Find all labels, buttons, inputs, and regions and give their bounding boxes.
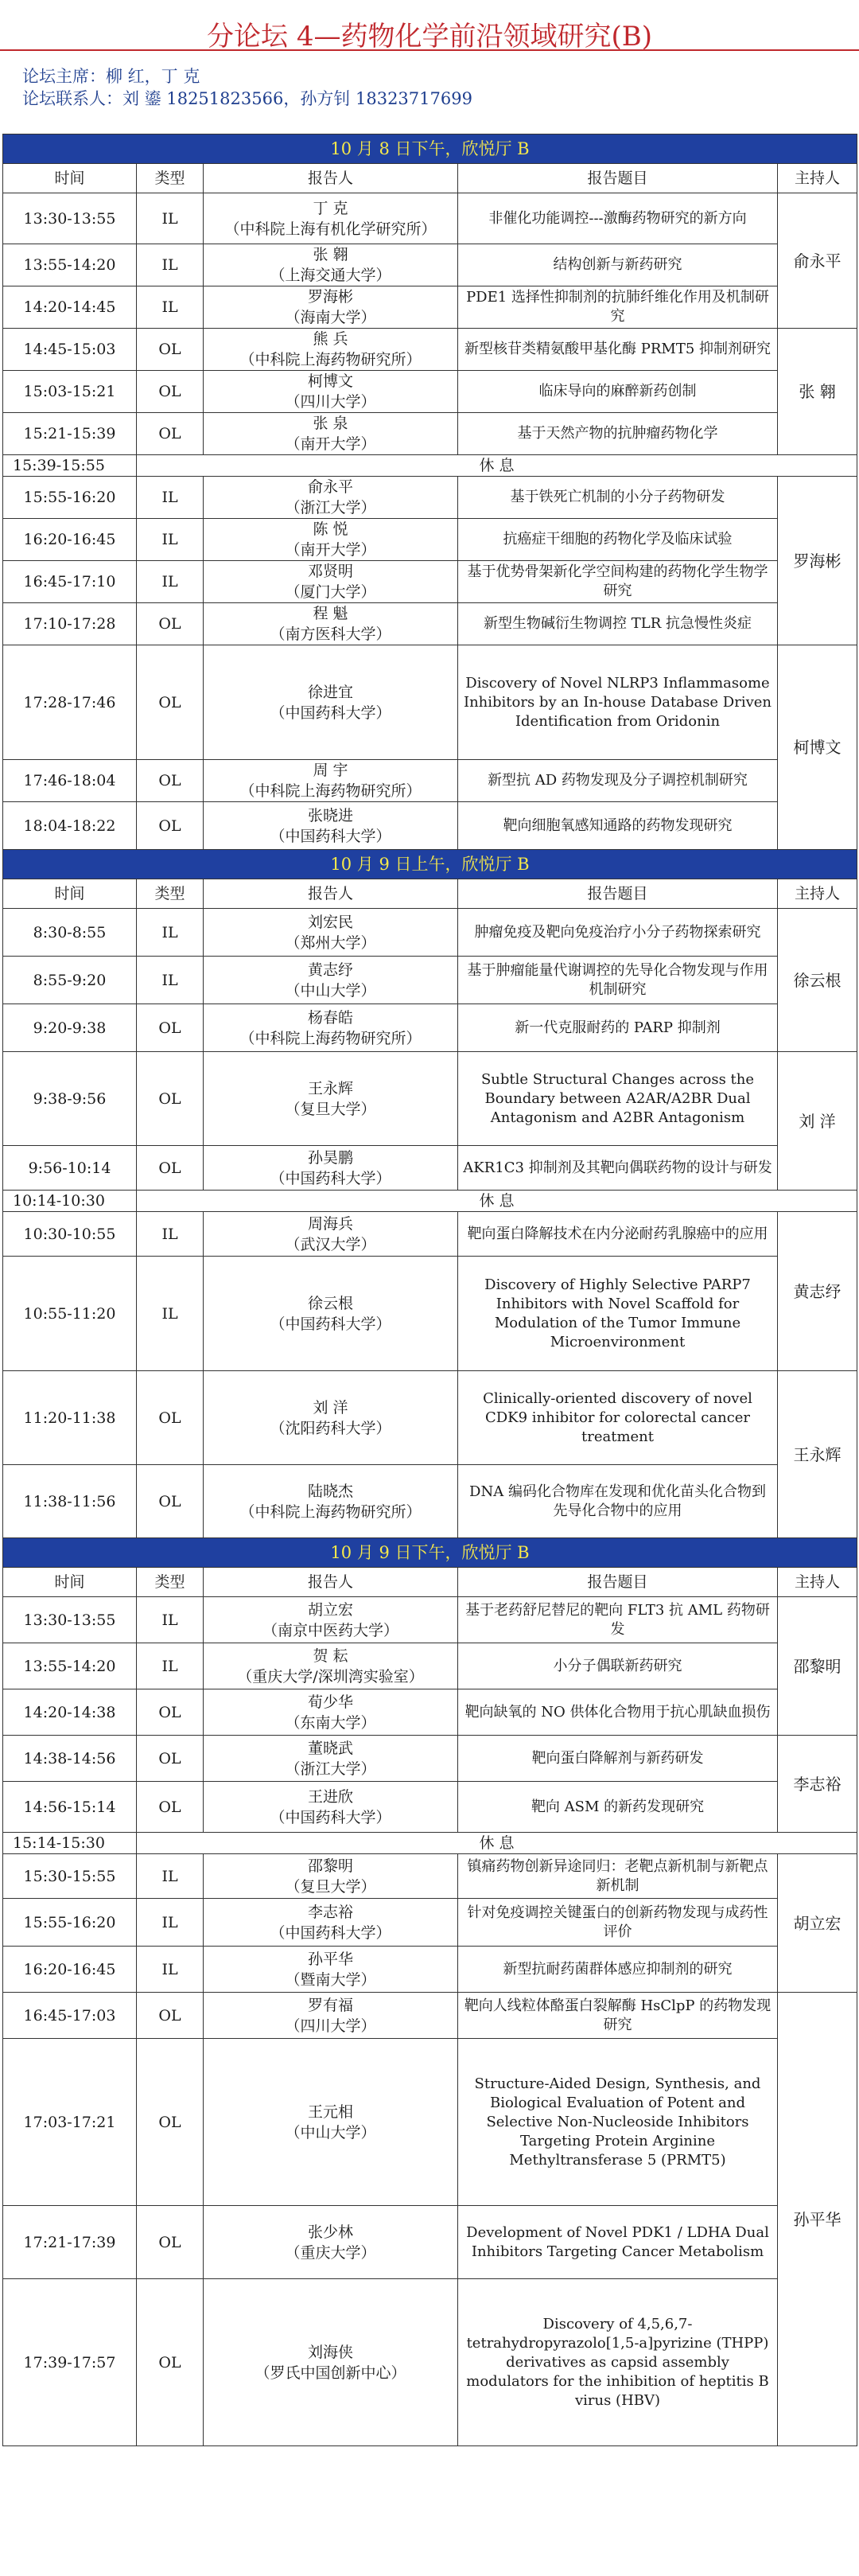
- talk-speaker: [204, 957, 458, 1004]
- speaker-institution: （中国药科大学）: [270, 1923, 391, 1942]
- talk-type: IL: [137, 1257, 204, 1371]
- speaker-name: 丁 克: [313, 199, 348, 217]
- talk-time: 18:04-18:22: [3, 802, 137, 850]
- speaker-institution: （中国药科大学）: [270, 1808, 391, 1826]
- talk-type: IL: [137, 193, 204, 244]
- speaker-institution: （四川大学）: [285, 2017, 376, 2035]
- speaker-institution: （复旦大学）: [285, 1100, 376, 1118]
- table-row: [3, 1257, 857, 1371]
- speaker-institution: （中国药科大学）: [270, 703, 391, 722]
- talk-time: 14:20-14:45: [3, 286, 137, 329]
- table-row: [3, 329, 857, 371]
- talk-topic: 靶向细胞氧感知通路的药物发现研究: [458, 802, 778, 850]
- talk-topic: 针对免疫调控关键蛋白的创新药物发现与成药性评价: [458, 1899, 778, 1947]
- speaker-institution: （中山大学）: [285, 981, 376, 1000]
- speaker-name: 王元相: [307, 2102, 353, 2121]
- speaker-name: 俞永平: [307, 478, 353, 496]
- speaker-institution: （中科院上海药物研究所）: [239, 782, 422, 800]
- header-type: 类型: [137, 879, 204, 909]
- header-topic: 报告题目: [458, 164, 778, 193]
- talk-speaker: [204, 1597, 458, 1643]
- talk-host: 胡立宏: [778, 1854, 857, 1993]
- talk-type: OL: [137, 1782, 204, 1833]
- talk-topic: 临床导向的麻醉新药创制: [458, 371, 778, 413]
- header-speaker: 报告人: [204, 164, 458, 193]
- speaker-name: 罗有福: [307, 1996, 353, 2014]
- talk-time: 15:55-16:20: [3, 477, 137, 519]
- forum-contacts: 论坛联系人：刘 鎏 18251823566，孙方钊 18323717699: [22, 89, 472, 108]
- talk-speaker: [204, 760, 458, 802]
- forum-info: [0, 51, 859, 134]
- session-day-label: 10 月 9 日上午，欣悦厅 B: [3, 850, 857, 879]
- speaker-name: 邓贤明: [307, 563, 353, 580]
- talk-speaker: [204, 329, 458, 371]
- talk-speaker: [204, 909, 458, 957]
- speaker-institution: （浙江大学）: [285, 499, 376, 516]
- talk-time: 17:39-17:57: [3, 2279, 137, 2446]
- talk-topic: Development of Novel PDK1 / LDHA Dual Inhibitors Targeting Cancer Metabolism: [458, 2206, 778, 2279]
- speaker-name: 刘宏民: [307, 913, 353, 931]
- speaker-institution: （武汉大学）: [285, 1235, 376, 1253]
- talk-host: 李志裕: [778, 1736, 857, 1833]
- talk-time: 8:30-8:55: [3, 909, 137, 957]
- talk-host: 黄志纾: [778, 1212, 857, 1371]
- talk-type: OL: [137, 760, 204, 802]
- talk-speaker: [204, 1465, 458, 1538]
- talk-topic: 非催化功能调控---激酶药物研究的新方向: [458, 193, 778, 244]
- talk-speaker: [204, 286, 458, 329]
- speaker-name: 周海兵: [307, 1214, 353, 1233]
- talk-speaker: [204, 477, 458, 519]
- talk-topic: 镇痛药物创新异途同归：老靶点新机制与新靶点新机制: [458, 1854, 778, 1899]
- talk-type: OL: [137, 1371, 204, 1465]
- talk-time: 16:45-17:03: [3, 1993, 137, 2039]
- talk-time: 16:20-16:45: [3, 1947, 137, 1993]
- table-row: [3, 1052, 857, 1146]
- speaker-institution: （中科院上海药物研究所）: [239, 1502, 422, 1521]
- speaker-name: 张晓进: [307, 806, 353, 824]
- header-speaker: 报告人: [204, 1568, 458, 1597]
- speaker-institution: （重庆大学/深圳湾实验室）: [237, 1667, 424, 1686]
- talk-topic: 小分子偶联新药研究: [458, 1643, 778, 1689]
- talk-time: 16:45-17:10: [3, 561, 137, 603]
- talk-type: OL: [137, 1465, 204, 1538]
- talk-type: OL: [137, 2279, 204, 2446]
- talk-time: 17:21-17:39: [3, 2206, 137, 2279]
- talk-speaker: [204, 1899, 458, 1947]
- session-day-header: [3, 134, 857, 164]
- talk-type: OL: [137, 1052, 204, 1146]
- talk-time: 15:03-15:21: [3, 371, 137, 413]
- speaker-name: 贺 耘: [313, 1647, 348, 1665]
- talk-type: IL: [137, 286, 204, 329]
- break-label: 休 息: [137, 1833, 857, 1854]
- talk-type: IL: [137, 519, 204, 561]
- session-day-label: 10 月 9 日下午，欣悦厅 B: [3, 1538, 857, 1568]
- header-host: 主持人: [778, 164, 857, 193]
- talk-speaker: [204, 802, 458, 850]
- speaker-name: 黄志纾: [307, 961, 353, 979]
- table-row: [3, 413, 857, 455]
- speaker-name: 王进欣: [307, 1787, 353, 1806]
- table-row: [3, 519, 857, 561]
- talk-speaker: [204, 519, 458, 561]
- talk-type: OL: [137, 371, 204, 413]
- table-row: [3, 1643, 857, 1689]
- header-type: 类型: [137, 1568, 204, 1597]
- talk-speaker: [204, 1371, 458, 1465]
- talk-topic: 结构创新与新药研究: [458, 244, 778, 286]
- talk-topic: 新型抗耐药菌群体感应抑制剂的研究: [458, 1947, 778, 1993]
- talk-speaker: [204, 1212, 458, 1257]
- talk-speaker: [204, 2039, 458, 2206]
- speaker-institution: （海南大学）: [285, 309, 376, 326]
- talk-speaker: [204, 1782, 458, 1833]
- speaker-name: 刘 洋: [313, 1398, 348, 1417]
- header-topic: 报告题目: [458, 1568, 778, 1597]
- header-time: 时间: [3, 879, 137, 909]
- speaker-name: 陆晓杰: [307, 1482, 353, 1500]
- speaker-name: 荀少华: [307, 1693, 353, 1711]
- speaker-institution: （东南大学）: [285, 1713, 376, 1732]
- table-row: [3, 909, 857, 957]
- speaker-institution: （中科院上海药物研究所）: [239, 351, 422, 368]
- talk-topic: 新型核苷类精氨酸甲基化酶 PRMT5 抑制剂研究: [458, 329, 778, 371]
- talk-time: 14:56-15:14: [3, 1782, 137, 1833]
- speaker-name: 徐进宜: [307, 683, 353, 701]
- speaker-name: 柯博文: [307, 372, 353, 390]
- table-row: [3, 760, 857, 802]
- talk-time: 15:21-15:39: [3, 413, 137, 455]
- talk-type: IL: [137, 1212, 204, 1257]
- talk-type: OL: [137, 802, 204, 850]
- talk-type: IL: [137, 1899, 204, 1947]
- speaker-name: 熊 兵: [313, 330, 348, 348]
- talk-time: 10:30-10:55: [3, 1212, 137, 1257]
- talk-speaker: [204, 1643, 458, 1689]
- table-row: [3, 2206, 857, 2279]
- talk-topic: 基于肿瘤能量代谢调控的先导化合物发现与作用机制研究: [458, 957, 778, 1004]
- speaker-name: 孙昊鹏: [307, 1148, 353, 1167]
- talk-speaker: [204, 1146, 458, 1191]
- speaker-institution: （中科院上海有机化学研究所）: [224, 220, 437, 238]
- talk-topic: 基于天然产物的抗肿瘤药物化学: [458, 413, 778, 455]
- speaker-institution: （上海交通大学）: [270, 267, 391, 284]
- talk-host: 王永辉: [778, 1371, 857, 1538]
- talk-topic: 新型生物碱衍生物调控 TLR 抗急慢性炎症: [458, 603, 778, 645]
- talk-host: 邵黎明: [778, 1597, 857, 1736]
- speaker-institution: （暨南大学）: [285, 1970, 376, 1989]
- talk-type: IL: [137, 244, 204, 286]
- speaker-institution: （中国药科大学）: [270, 1315, 391, 1333]
- talk-type: OL: [137, 2039, 204, 2206]
- talk-time: 16:20-16:45: [3, 519, 137, 561]
- talk-topic: Discovery of Novel NLRP3 Inflammasome Inhibitors by an In-house Database Driven Identification from Oridonin: [458, 645, 778, 760]
- table-row: [3, 477, 857, 519]
- talk-speaker: [204, 1736, 458, 1782]
- talk-speaker: [204, 193, 458, 244]
- talk-topic: 靶向 ASM 的新药发现研究: [458, 1782, 778, 1833]
- talk-topic: AKR1C3 抑制剂及其靶向偶联药物的设计与研发: [458, 1146, 778, 1191]
- talk-time: 13:55-14:20: [3, 244, 137, 286]
- talk-type: OL: [137, 1146, 204, 1191]
- speaker-name: 李志裕: [307, 1903, 353, 1921]
- speaker-name: 邵黎明: [307, 1857, 353, 1875]
- speaker-name: 刘海侠: [307, 2343, 353, 2361]
- speaker-institution: （南方医科大学）: [270, 625, 391, 643]
- talk-time: 9:20-9:38: [3, 1004, 137, 1052]
- talk-speaker: [204, 1004, 458, 1052]
- table-row: [3, 193, 857, 244]
- table-row: [3, 645, 857, 760]
- talk-type: OL: [137, 413, 204, 455]
- speaker-name: 孙平华: [307, 1950, 353, 1968]
- speaker-name: 胡立宏: [307, 1600, 353, 1619]
- talk-time: 14:45-15:03: [3, 329, 137, 371]
- speaker-name: 张 泉: [313, 415, 348, 432]
- speaker-name: 王永辉: [307, 1079, 353, 1097]
- talk-time: 15:55-16:20: [3, 1899, 137, 1947]
- header-host: 主持人: [778, 1568, 857, 1597]
- table-row: [3, 561, 857, 603]
- talk-type: OL: [137, 603, 204, 645]
- speaker-institution: （中科院上海药物研究所）: [239, 1029, 422, 1047]
- table-row: [3, 1736, 857, 1782]
- talk-host: 俞永平: [778, 193, 857, 329]
- schedule-table: [2, 134, 857, 2446]
- talk-topic: 肿瘤免疫及靶向免疫治疗小分子药物探索研究: [458, 909, 778, 957]
- speaker-institution: （重庆大学）: [285, 2243, 376, 2262]
- table-row: [3, 1993, 857, 2039]
- talk-host: 张 翱: [778, 329, 857, 455]
- talk-type: OL: [137, 1689, 204, 1736]
- header-host: 主持人: [778, 879, 857, 909]
- table-row: [3, 1146, 857, 1191]
- table-row: [3, 802, 857, 850]
- talk-time: 15:30-15:55: [3, 1854, 137, 1899]
- talk-type: IL: [137, 909, 204, 957]
- talk-time: 17:46-18:04: [3, 760, 137, 802]
- talk-time: 17:03-17:21: [3, 2039, 137, 2206]
- table-row: [3, 286, 857, 329]
- header-type: 类型: [137, 164, 204, 193]
- table-row: [3, 1212, 857, 1257]
- talk-host: 徐云根: [778, 909, 857, 1052]
- table-row: [3, 1004, 857, 1052]
- header-speaker: 报告人: [204, 879, 458, 909]
- break-time: 15:14-15:30: [3, 1833, 137, 1854]
- speaker-institution: （四川大学）: [285, 393, 376, 411]
- break-label: 休 息: [137, 1191, 857, 1212]
- column-header-row: [3, 1568, 857, 1597]
- talk-topic: 基于老药舒尼替尼的靶向 FLT3 抗 AML 药物研发: [458, 1597, 778, 1643]
- talk-type: IL: [137, 957, 204, 1004]
- talk-type: OL: [137, 1993, 204, 2039]
- session-day-header: [3, 850, 857, 879]
- speaker-name: 徐云根: [307, 1294, 353, 1312]
- talk-type: OL: [137, 2206, 204, 2279]
- talk-speaker: [204, 2206, 458, 2279]
- speaker-name: 杨春皓: [307, 1008, 353, 1027]
- speaker-institution: （厦门大学）: [285, 583, 376, 601]
- session-day-header: [3, 1538, 857, 1568]
- talk-topic: Clinically-oriented discovery of novel CDK9 inhibitor for colorectal cancer treatment: [458, 1371, 778, 1465]
- talk-topic: Discovery of Highly Selective PARP7 Inhibitors with Novel Scaffold for Modulation of the Tumor Immune Microenvironment: [458, 1257, 778, 1371]
- talk-host: 罗海彬: [778, 477, 857, 645]
- table-row: [3, 244, 857, 286]
- talk-topic: 基于铁死亡机制的小分子药物研发: [458, 477, 778, 519]
- talk-time: 8:55-9:20: [3, 957, 137, 1004]
- column-header-row: [3, 164, 857, 193]
- talk-topic: PDE1 选择性抑制剂的抗肺纤维化作用及机制研究: [458, 286, 778, 329]
- talk-type: OL: [137, 1004, 204, 1052]
- table-row: [3, 2279, 857, 2446]
- talk-speaker: [204, 1052, 458, 1146]
- column-header-row: [3, 879, 857, 909]
- table-row: [3, 1782, 857, 1833]
- speaker-name: 程 魁: [313, 605, 348, 622]
- speaker-institution: （罗氏中国创新中心）: [255, 2364, 406, 2382]
- talk-type: OL: [137, 329, 204, 371]
- header-time: 时间: [3, 1568, 137, 1597]
- table-row: [3, 1947, 857, 1993]
- talk-topic: Subtle Structural Changes across the Boundary between A2AR/A2BR Dual Antagonism and A2BR Antagonism: [458, 1052, 778, 1146]
- speaker-name: 罗海彬: [307, 288, 353, 306]
- break-row: [3, 455, 857, 477]
- break-label: 休 息: [137, 455, 857, 477]
- talk-time: 9:38-9:56: [3, 1052, 137, 1146]
- table-row: [3, 1597, 857, 1643]
- speaker-institution: （沈阳药科大学）: [270, 1419, 391, 1437]
- talk-speaker: [204, 413, 458, 455]
- talk-type: IL: [137, 1947, 204, 1993]
- talk-topic: 靶向人线粒体酪蛋白裂解酶 HsClpP 的药物发现研究: [458, 1993, 778, 2039]
- talk-topic: 基于优势骨架新化学空间构建的药物化学生物学研究: [458, 561, 778, 603]
- talk-time: 14:20-14:38: [3, 1689, 137, 1736]
- speaker-name: 周 宇: [313, 762, 348, 779]
- talk-topic: 靶向蛋白降解技术在内分泌耐药乳腺癌中的应用: [458, 1212, 778, 1257]
- talk-topic: 靶向缺氧的 NO 供体化合物用于抗心肌缺血损伤: [458, 1689, 778, 1736]
- talk-time: 10:55-11:20: [3, 1257, 137, 1371]
- header-topic: 报告题目: [458, 879, 778, 909]
- talk-time: 13:55-14:20: [3, 1643, 137, 1689]
- break-row: [3, 1191, 857, 1212]
- speaker-institution: （复旦大学）: [285, 1877, 376, 1896]
- talk-topic: 靶向蛋白降解剂与新药研发: [458, 1736, 778, 1782]
- speaker-institution: （浙江大学）: [285, 1760, 376, 1778]
- talk-time: 13:30-13:55: [3, 1597, 137, 1643]
- talk-host: 刘 洋: [778, 1052, 857, 1191]
- talk-topic: 新型抗 AD 药物发现及分子调控机制研究: [458, 760, 778, 802]
- speaker-institution: （中国药科大学）: [270, 827, 391, 845]
- talk-topic: 抗癌症干细胞的药物化学及临床试验: [458, 519, 778, 561]
- table-row: [3, 1371, 857, 1465]
- talk-time: 11:38-11:56: [3, 1465, 137, 1538]
- table-row: [3, 1899, 857, 1947]
- talk-speaker: [204, 2279, 458, 2446]
- page-title: 分论坛 4—药物化学前沿领域研究(B): [207, 21, 652, 53]
- table-row: [3, 603, 857, 645]
- talk-speaker: [204, 603, 458, 645]
- talk-type: IL: [137, 477, 204, 519]
- talk-type: IL: [137, 1597, 204, 1643]
- talk-speaker: [204, 1257, 458, 1371]
- talk-topic: DNA 编码化合物库在发现和优化苗头化合物到先导化合物中的应用: [458, 1465, 778, 1538]
- table-row: [3, 371, 857, 413]
- talk-speaker: [204, 244, 458, 286]
- talk-topic: Discovery of 4,5,6,7-tetrahydropyrazolo[1,5-a]pyrizine (THPP) derivatives as capsid assembly modulators for the inhibition of heptitis B virus (HBV): [458, 2279, 778, 2446]
- talk-time: 11:20-11:38: [3, 1371, 137, 1465]
- speaker-institution: （南京中医药大学）: [262, 1621, 398, 1639]
- talk-speaker: [204, 371, 458, 413]
- talk-host: 孙平华: [778, 1993, 857, 2446]
- talk-type: OL: [137, 645, 204, 760]
- table-row: [3, 957, 857, 1004]
- break-time: 10:14-10:30: [3, 1191, 137, 1212]
- talk-topic: Structure-Aided Design, Synthesis, and Biological Evaluation of Potent and Selective Non-Nucleoside Inhibitors Targeting Protein Arginine Methyltransferase 5 (PRMT5): [458, 2039, 778, 2206]
- break-time: 15:39-15:55: [3, 455, 137, 477]
- talk-time: 9:56-10:14: [3, 1146, 137, 1191]
- talk-type: IL: [137, 1643, 204, 1689]
- table-row: [3, 1854, 857, 1899]
- talk-type: IL: [137, 561, 204, 603]
- speaker-name: 张 翱: [313, 246, 348, 263]
- talk-speaker: [204, 1689, 458, 1736]
- session-day-label: 10 月 8 日下午，欣悦厅 B: [3, 134, 857, 164]
- talk-type: OL: [137, 1736, 204, 1782]
- speaker-name: 张少林: [307, 2223, 353, 2241]
- speaker-institution: （南开大学）: [285, 435, 376, 453]
- talk-speaker: [204, 1947, 458, 1993]
- talk-speaker: [204, 1854, 458, 1899]
- speaker-institution: （中山大学）: [285, 2123, 376, 2141]
- speaker-institution: （南开大学）: [285, 541, 376, 559]
- talk-time: 13:30-13:55: [3, 193, 137, 244]
- talk-type: IL: [137, 1854, 204, 1899]
- header-time: 时间: [3, 164, 137, 193]
- talk-time: 17:28-17:46: [3, 645, 137, 760]
- talk-time: 14:38-14:56: [3, 1736, 137, 1782]
- table-row: [3, 2039, 857, 2206]
- talk-speaker: [204, 561, 458, 603]
- speaker-institution: （郑州大学）: [285, 933, 376, 952]
- table-row: [3, 1689, 857, 1736]
- talk-host: 柯博文: [778, 645, 857, 850]
- break-row: [3, 1833, 857, 1854]
- talk-speaker: [204, 1993, 458, 2039]
- speaker-institution: （中国药科大学）: [270, 1169, 391, 1187]
- forum-chairs: 论坛主席：柳 红，丁 克: [22, 67, 200, 86]
- talk-speaker: [204, 645, 458, 760]
- talk-time: 17:10-17:28: [3, 603, 137, 645]
- talk-topic: 新一代克服耐药的 PARP 抑制剂: [458, 1004, 778, 1052]
- speaker-name: 董晓武: [307, 1739, 353, 1757]
- table-row: [3, 1465, 857, 1538]
- speaker-name: 陈 悦: [313, 520, 348, 538]
